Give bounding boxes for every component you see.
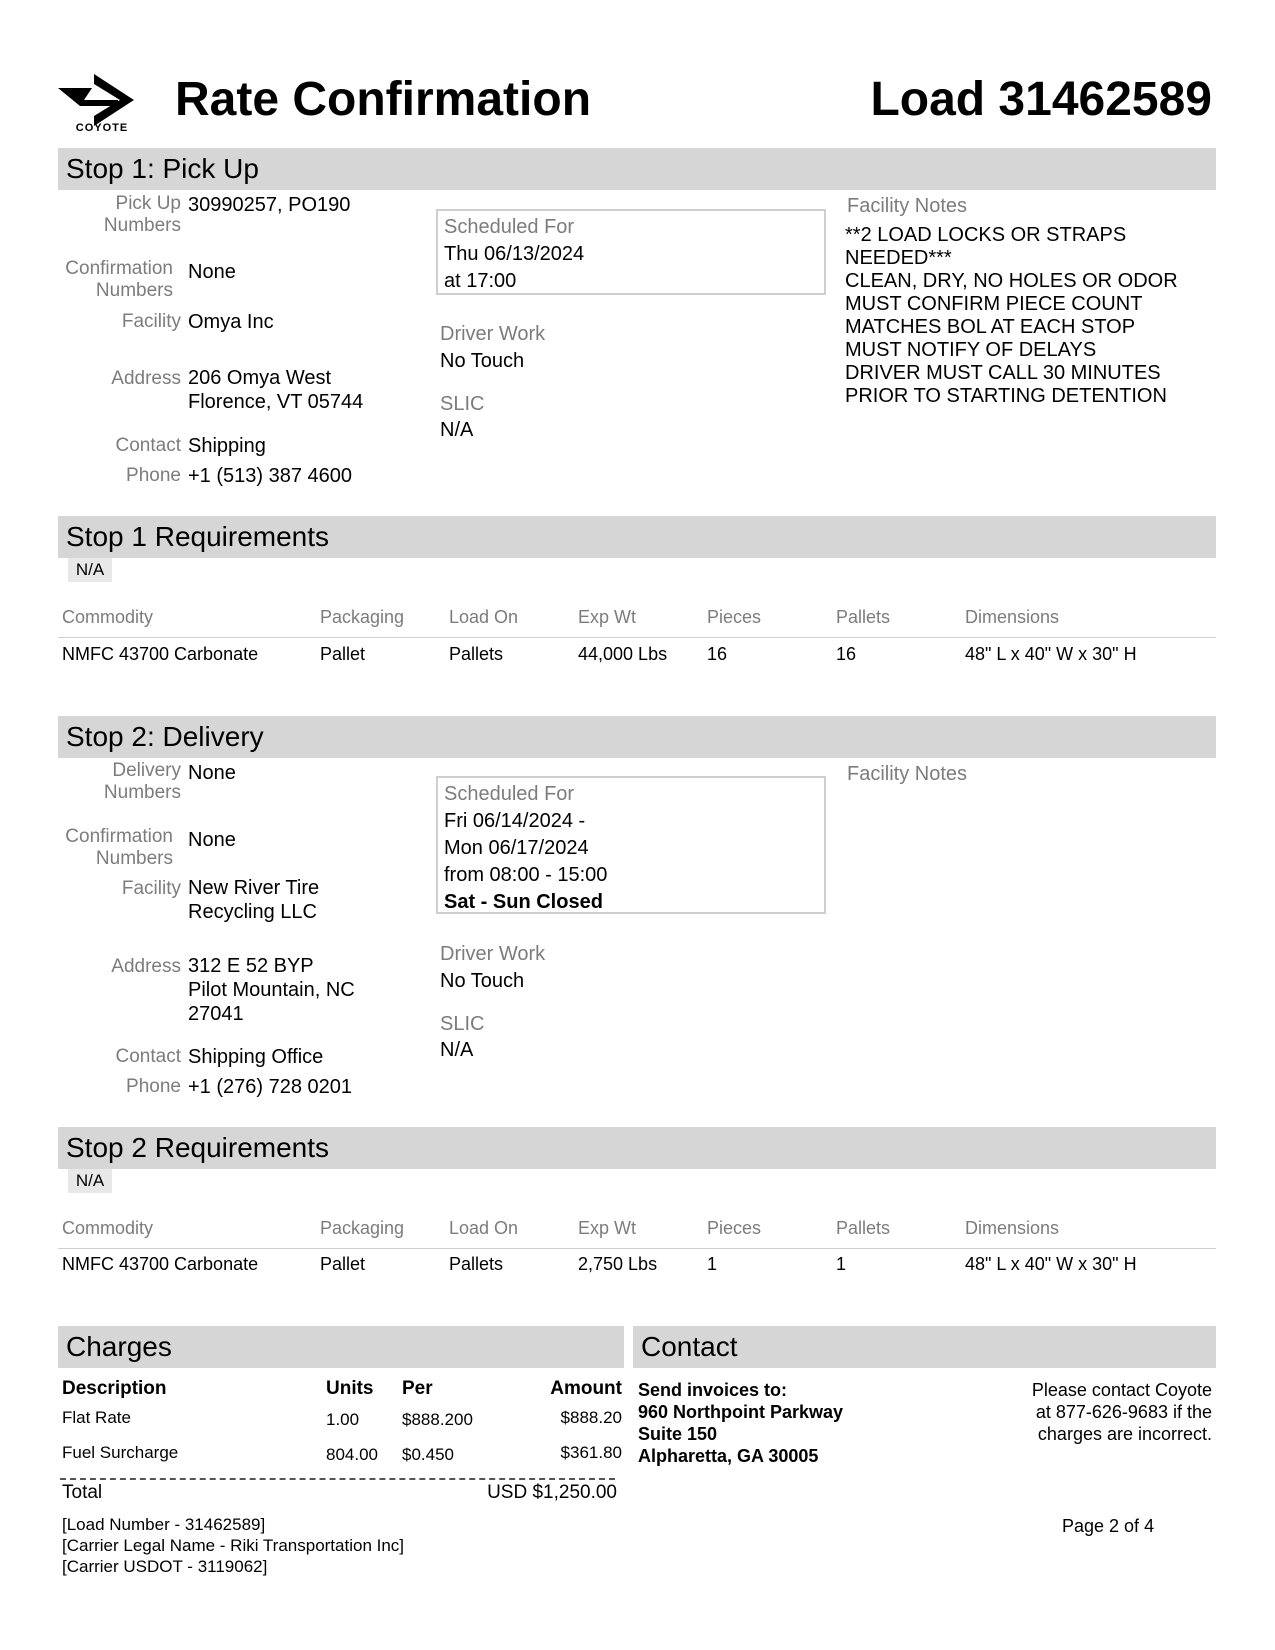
stop2-schedule-line: from 08:00 - 15:00: [444, 864, 608, 886]
req1-cell-packaging: Pallet: [320, 644, 366, 664]
req2-cell-exp-wt: 2,750 Lbs: [578, 1254, 658, 1274]
stop2-numbers-value: None: [188, 762, 236, 784]
charges-header-per: Per: [402, 1378, 433, 1399]
stop1-requirements-title: Stop 1 Requirements: [66, 521, 330, 552]
req2-header-exp-wt: Exp Wt: [578, 1218, 637, 1238]
stop1-phone-label: Phone: [126, 465, 181, 486]
req2-header-dimensions: Dimensions: [965, 1218, 1060, 1238]
footer-carrier-info: [Load Number - 31462589] [Carrier Legal Name - Riki Transportation Inc] [Carrier USDOT - 3119062]: [62, 1515, 405, 1576]
req1-header-load-on: Load On: [449, 607, 519, 627]
stop2-requirements-bar: [58, 1127, 1216, 1169]
stop1-slic-label: SLIC: [440, 393, 485, 415]
stop2-address-label: Address: [111, 956, 181, 977]
req2-cell-pieces: 1: [707, 1254, 718, 1274]
charges-row-description: Flat Rate: [62, 1408, 131, 1427]
stop2-schedule-line: Fri 06/14/2024 -: [444, 810, 586, 832]
stop1-contact-label: Contact: [115, 435, 181, 456]
charges-total-divider: [60, 1478, 615, 1480]
stop1-driver-work-label: Driver Work: [440, 323, 546, 345]
stop2-facility-value: New River Tire Recycling LLC: [188, 877, 320, 923]
req1-divider: [58, 637, 1216, 638]
charges-row-description: Fuel Surcharge: [62, 1443, 179, 1462]
contact-note: Please contact Coyote at 877-626-9683 if the charges are incorrect.: [1031, 1380, 1212, 1444]
charges-row-amount: $361.80: [560, 1443, 622, 1462]
req2-divider: [58, 1248, 1216, 1249]
charges-header-units: Units: [326, 1378, 374, 1399]
charges-row-per: $0.450: [402, 1445, 454, 1464]
stop2-driver-work-value: No Touch: [440, 970, 525, 992]
stop2-title: Stop 2: Delivery: [66, 721, 264, 752]
stop1-schedule-box: [436, 209, 826, 295]
stop2-slic-value: N/A: [440, 1039, 474, 1061]
charges-section-bar: [58, 1326, 624, 1368]
req2-cell-packaging: Pallet: [320, 1254, 366, 1274]
stop2-phone-label: Phone: [126, 1076, 181, 1097]
stop2-section-bar: [58, 716, 1216, 758]
stop2-schedule-line: Mon 06/17/2024: [444, 837, 589, 859]
stop2-requirements-title: Stop 2 Requirements: [66, 1132, 330, 1163]
req1-header-pallets: Pallets: [836, 607, 891, 627]
req2-header-load-on: Load On: [449, 1218, 519, 1238]
req1-header-commodity: Commodity: [62, 607, 154, 627]
req1-cell-pallets: 16: [836, 644, 857, 664]
page-number: Page 2 of 4: [1062, 1516, 1155, 1536]
stop2-schedule-heading: Scheduled For: [444, 783, 575, 805]
stop2-schedule-box: [436, 776, 826, 914]
req2-cell-load-on: Pallets: [449, 1254, 504, 1274]
charges-title: Charges: [66, 1331, 172, 1362]
stop1-schedule-line: Thu 06/13/2024: [444, 243, 585, 265]
contact-title: Contact: [641, 1331, 738, 1362]
charges-total-value: USD $1,250.00: [487, 1482, 617, 1503]
charges-header-amount: Amount: [550, 1378, 622, 1399]
stop1-section-bar: [58, 148, 1216, 190]
req2-header-commodity: Commodity: [62, 1218, 154, 1238]
stop1-facility-notes: **2 LOAD LOCKS OR STRAPS NEEDED*** CLEAN, DRY, NO HOLES OR ODOR MUST CONFIRM PIECE COUNT MATCHES BOL AT EACH STOP MUST NOTIFY OF DELAYS DRIVER MUST CALL 30 MINUTES PRIOR TO STARTING DETENTION: [845, 224, 1178, 407]
req1-header-pieces: Pieces: [707, 607, 762, 627]
stop2-phone-value: +1 (276) 728 0201: [188, 1076, 353, 1098]
stop2-contact-value: Shipping Office: [188, 1046, 324, 1068]
stop2-confirmation-label: Confirmation Numbers: [65, 826, 173, 869]
stop1-requirements-bar: [58, 516, 1216, 558]
stop2-numbers-label: Delivery Numbers: [103, 760, 181, 803]
req1-cell-exp-wt: 44,000 Lbs: [578, 644, 668, 664]
req1-cell-pieces: 16: [707, 644, 728, 664]
stop1-contact-value: Shipping: [188, 435, 266, 457]
stop1-schedule-line: at 17:00: [444, 270, 517, 292]
req1-cell-commodity: NMFC 43700 Carbonate: [62, 644, 259, 664]
req2-cell-dimensions: 48" L x 40" W x 30" H: [965, 1254, 1137, 1274]
stop1-numbers-label: Pick Up Numbers: [103, 193, 181, 236]
stop2-address-value: 312 E 52 BYP Pilot Mountain, NC 27041: [188, 955, 355, 1025]
stop1-facility-label: Facility: [121, 311, 181, 332]
stop1-slic-value: N/A: [440, 419, 474, 441]
stop1-address-label: Address: [111, 368, 181, 389]
contact-invoice-address: Send invoices to: 960 Northpoint Parkway Suite 150 Alpharetta, GA 30005: [638, 1380, 844, 1466]
req2-header-pieces: Pieces: [707, 1218, 762, 1238]
stop1-numbers-value: 30990257, PO190: [188, 194, 351, 216]
stop1-facility-value: Omya Inc: [188, 311, 274, 333]
req2-cell-commodity: NMFC 43700 Carbonate: [62, 1254, 259, 1274]
stop2-slic-label: SLIC: [440, 1013, 485, 1035]
charges-row-per: $888.200: [402, 1410, 473, 1429]
logo-text: COYOTE: [75, 122, 129, 134]
stop1-driver-work-value: No Touch: [440, 350, 525, 372]
stop1-address-value: 206 Omya West Florence, VT 05744: [188, 367, 364, 413]
stop1-confirmation-value: None: [188, 261, 236, 283]
req1-cell-load-on: Pallets: [449, 644, 504, 664]
stop1-title: Stop 1: Pick Up: [66, 153, 259, 184]
stop2-requirements-chip: N/A: [68, 1169, 112, 1193]
stop2-confirmation-value: None: [188, 829, 236, 851]
stop1-confirmation-label: Confirmation Numbers: [65, 258, 173, 301]
charges-row-amount: $888.20: [560, 1408, 622, 1427]
stop1-phone-value: +1 (513) 387 4600: [188, 465, 353, 487]
charges-header-description: Description: [62, 1378, 167, 1399]
stop2-driver-work-label: Driver Work: [440, 943, 546, 965]
stop1-schedule-heading: Scheduled For: [444, 216, 575, 238]
document-title: Rate Confirmation: [175, 73, 592, 126]
stop2-schedule-closed: Sat - Sun Closed: [444, 891, 603, 913]
req2-header-packaging: Packaging: [320, 1218, 405, 1238]
req2-cell-pallets: 1: [836, 1254, 847, 1274]
req2-header-pallets: Pallets: [836, 1218, 891, 1238]
charges-row-units: 804.00: [326, 1445, 378, 1464]
req1-header-packaging: Packaging: [320, 607, 405, 627]
stop1-requirements-chip: N/A: [68, 558, 112, 582]
req1-cell-dimensions: 48" L x 40" W x 30" H: [965, 644, 1137, 664]
req1-header-exp-wt: Exp Wt: [578, 607, 637, 627]
req1-header-dimensions: Dimensions: [965, 607, 1060, 627]
stop2-contact-label: Contact: [115, 1046, 181, 1067]
charges-total-label: Total: [62, 1482, 103, 1503]
stop1-facility-notes-label: Facility Notes: [847, 195, 968, 217]
load-number-title: Load 31462589: [870, 73, 1212, 126]
stop2-facility-notes-label: Facility Notes: [847, 763, 968, 785]
charges-row-units: 1.00: [326, 1410, 360, 1429]
contact-section-bar: [633, 1326, 1216, 1368]
stop2-facility-label: Facility: [121, 878, 181, 899]
